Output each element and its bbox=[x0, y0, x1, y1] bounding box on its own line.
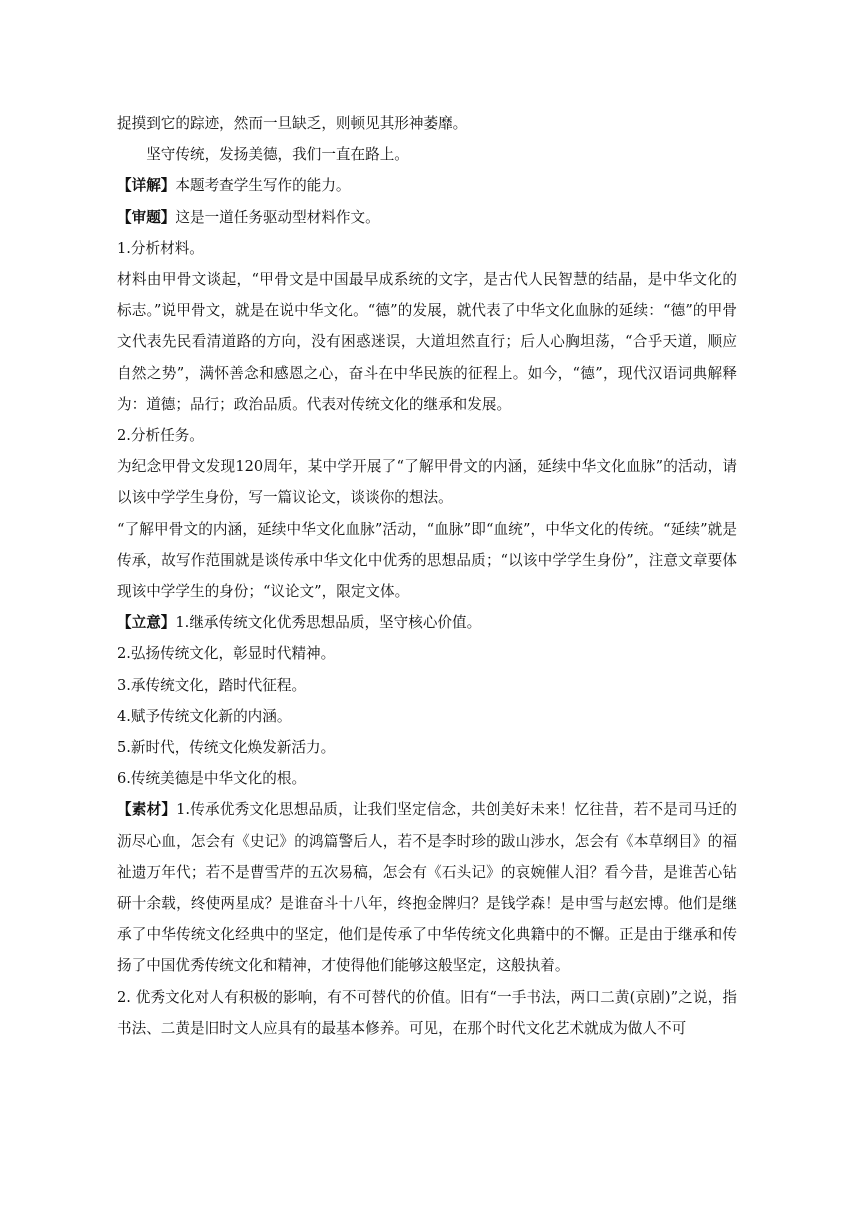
paragraph-text: 2. 优秀文化对人有积极的影响，有不可替代的价值。旧有“一手书法，两口二黄(京剧)”之说，指书法、二黄是旧时文人应具有的最基本修养。可见，在那个时代文化艺术就成为做人不可 bbox=[117, 988, 737, 1037]
paragraph-thesis-5 bbox=[117, 732, 737, 763]
paragraph-text: 6.传统美德是中华文化的根。 bbox=[117, 770, 307, 788]
paragraph-text: 为纪念甲骨文发现120周年，某中学开展了“了解甲骨文的内涵，延续中华文化血脉”的活动，请以该中学学生身份，写一篇议论文，谈谈你的想法。 bbox=[117, 458, 737, 507]
paragraph-text: 2.分析任务。 bbox=[117, 427, 204, 445]
paragraph-task-analysis bbox=[117, 514, 737, 608]
paragraph-text: 3.承传统文化，踏时代征程。 bbox=[117, 676, 307, 694]
paragraph-text: 这是一道任务驱动型材料作文。 bbox=[175, 208, 380, 226]
paragraph-text: 1.分析材料。 bbox=[117, 239, 204, 257]
paragraph-thesis bbox=[117, 607, 737, 638]
paragraph-step-1 bbox=[117, 233, 737, 264]
section-label: 【详解】 bbox=[117, 177, 176, 195]
paragraph-material-2 bbox=[117, 982, 737, 1044]
paragraph-thesis-6 bbox=[117, 763, 737, 794]
paragraph-text: 本题考查学生写作的能力。 bbox=[175, 177, 351, 195]
paragraph-material-analysis bbox=[117, 264, 737, 420]
paragraph-text: 捉摸到它的踪迹，然而一旦缺乏，则顿见其形神萎靡。 bbox=[117, 115, 468, 132]
paragraph-text: 4.赋予传统文化新的内涵。 bbox=[117, 707, 292, 725]
paragraph-text: 材料由甲骨文谈起，“甲骨文是中国最早成系统的文字，是古代人民智慧的结晶，是中华文化的标志。”说甲骨文，就是在说中华文化。“德”的发展，就代表了中华文化血脉的延续：“德”的甲骨文代表先民看清道路的方向，没有困惑迷误，大道坦然直行；后人心胸坦荡，“合乎天道，顺应自然之势”，满怀善念和感恩之心，奋斗在中华民族的征程上。如今，“德”，现代汉语词典解释为：道德；品行；政治品质。代表对传统文化的继承和发展。 bbox=[117, 271, 737, 413]
paragraph-text: “了解甲骨文的内涵，延续中华文化血脉”活动，“血脉”即“血统”，中华文化的传统。“延续”就是传承，故写作范围就是谈传承中华文化中优秀的思想品质；“以该中学学生身份”，注意文章要体现该中学学生的身份；“议论文”，限定文体。 bbox=[117, 520, 737, 601]
paragraph-text: 1.传承优秀文化思想品质，让我们坚定信念，共创美好未来！忆往昔，若不是司马迁的沥尽心血，怎会有《史记》的鸿篇警后人，若不是李时珍的跋山涉水，怎会有《本草纲目》的福祉遗万年代；若不是曹雪芹的五次易稿，怎会有《石头记》的哀婉催人泪？看今昔，是谁苦心钻研十余载，终使两星成？是谁奋斗十八年，终抱金牌归？是钱学森！是申雪与赵宏博。他们是继承了中华传统文化经典中的坚定，他们是传承了中华传统文化典籍中的不懈。正是由于继承和传扬了中国优秀传统文化和精神，才使得他们能够这般坚定，这般执着。 bbox=[117, 801, 737, 975]
paragraph-text: 坚守传统，发扬美德，我们一直在路上。 bbox=[146, 146, 409, 164]
paragraph-thesis-2 bbox=[117, 638, 737, 669]
paragraph-text: 1.继承传统文化优秀思想品质，坚守核心价值。 bbox=[175, 614, 482, 632]
document-body bbox=[117, 108, 737, 1044]
section-label: 【审题】 bbox=[117, 208, 176, 226]
section-label: 【素材】 bbox=[117, 801, 177, 819]
paragraph-text: 2.弘扬传统文化，彰显时代精神。 bbox=[117, 645, 336, 663]
paragraph-conclusion bbox=[117, 139, 737, 170]
paragraph-text: 5.新时代，传统文化焕发新活力。 bbox=[117, 739, 336, 757]
paragraph-continuation bbox=[117, 108, 737, 139]
paragraph-thesis-4 bbox=[117, 701, 737, 732]
paragraph-task bbox=[117, 451, 737, 513]
section-label: 【立意】 bbox=[117, 614, 176, 632]
paragraph-material-1 bbox=[117, 794, 737, 981]
paragraph-thesis-3 bbox=[117, 670, 737, 701]
paragraph-detail bbox=[117, 170, 737, 201]
paragraph-review bbox=[117, 202, 737, 233]
paragraph-step-2 bbox=[117, 420, 737, 451]
